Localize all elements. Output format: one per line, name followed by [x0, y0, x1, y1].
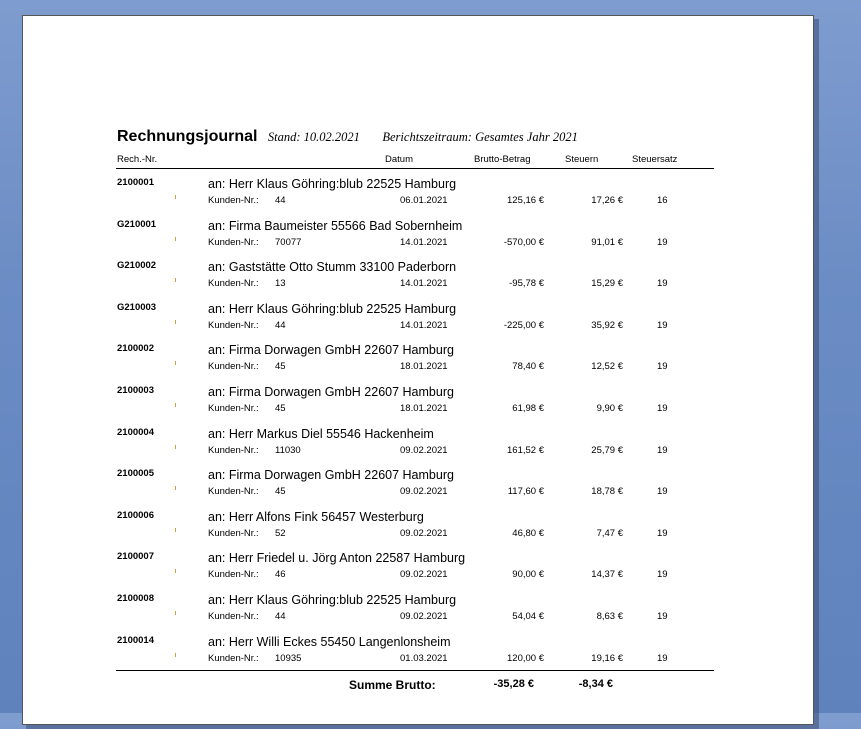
- column-header-tax: Steuern: [565, 154, 599, 165]
- invoice-number: 2100008: [117, 593, 154, 604]
- row-marker: [175, 611, 176, 615]
- customer-number: 10935: [275, 652, 302, 664]
- invoice-tax: 14,37 €: [591, 569, 623, 581]
- customer-number: 45: [275, 361, 286, 373]
- invoice-tax-rate: 19: [657, 236, 668, 248]
- invoice-brutto: 78,40 €: [512, 361, 544, 373]
- invoice-tax: 19,16 €: [591, 652, 623, 664]
- invoice-tax: 7,47 €: [596, 527, 623, 539]
- invoice-brutto: -570,00 €: [503, 236, 544, 248]
- invoice-tax: 17,26 €: [591, 195, 623, 206]
- header-divider: [116, 168, 714, 169]
- report-stand-date: Stand: 10.02.2021: [267, 130, 360, 144]
- invoice-tax: 25,79 €: [591, 444, 623, 456]
- customer-number-label: Kunden-Nr.:: [208, 652, 259, 664]
- invoice-brutto: 46,80 €: [512, 527, 544, 539]
- row-marker: [175, 361, 176, 365]
- invoice-number: 2100003: [117, 385, 154, 396]
- invoice-recipient: an: Firma Dorwagen GmbH 22607 Hamburg: [208, 468, 454, 483]
- report-period: Berichtszeitraum: Gesamtes Jahr 2021: [382, 130, 578, 144]
- invoice-tax: 91,01 €: [591, 236, 623, 248]
- invoice-tax: 9,90 €: [596, 403, 623, 414]
- row-marker: [175, 403, 176, 407]
- customer-number-label: Kunden-Nr.:: [208, 569, 259, 581]
- customer-number-label: Kunden-Nr.:: [208, 403, 259, 414]
- invoice-tax-rate: 19: [657, 527, 668, 539]
- report-header: [117, 128, 578, 146]
- invoice-date: 01.03.2021: [400, 652, 448, 664]
- invoice-date: 18.01.2021: [400, 361, 448, 373]
- invoice-date: 14.01.2021: [400, 319, 448, 331]
- invoice-date: 14.01.2021: [400, 278, 448, 290]
- invoice-number: G210001: [117, 218, 157, 230]
- invoice-tax-rate: 19: [657, 611, 668, 622]
- summary-tax: -8,34 €: [578, 678, 613, 690]
- invoice-recipient: an: Herr Willi Eckes 55450 Langenlonsheim: [208, 634, 451, 649]
- customer-number-label: Kunden-Nr.:: [208, 236, 259, 248]
- customer-number: 44: [275, 195, 286, 206]
- invoice-recipient: an: Firma Dorwagen GmbH 22607 Hamburg: [208, 385, 454, 399]
- report-page: [22, 15, 814, 725]
- invoice-number: G210002: [117, 260, 157, 272]
- invoice-row: [23, 425, 815, 467]
- summary-brutto: -35,28 €: [493, 678, 534, 690]
- summary-label: Summe Brutto:: [349, 678, 436, 692]
- invoice-brutto: 90,00 €: [512, 569, 544, 581]
- invoice-brutto: -95,78 €: [509, 278, 544, 290]
- row-marker: [175, 278, 176, 282]
- invoice-date: 09.02.2021: [400, 444, 448, 456]
- invoice-tax: 12,52 €: [591, 361, 623, 373]
- summary-divider: [116, 670, 714, 671]
- customer-number: 70077: [275, 236, 302, 248]
- invoice-row: [23, 549, 815, 591]
- customer-number: 44: [275, 319, 286, 331]
- customer-number: 13: [275, 278, 286, 290]
- invoice-brutto: 54,04 €: [512, 611, 544, 622]
- invoice-number: 2100001: [117, 177, 154, 188]
- invoice-tax-rate: 19: [657, 361, 668, 373]
- invoice-date: 09.02.2021: [400, 486, 448, 498]
- customer-number-label: Kunden-Nr.:: [208, 444, 259, 456]
- row-marker: [175, 486, 176, 490]
- invoice-row: [23, 383, 815, 425]
- invoice-row: [23, 258, 815, 300]
- invoice-date: 18.01.2021: [400, 403, 448, 414]
- customer-number: 45: [275, 486, 286, 498]
- invoice-recipient: an: Herr Klaus Göhring:blub 22525 Hamburg: [208, 301, 457, 316]
- invoice-row: [23, 175, 815, 217]
- invoice-recipient: an: Gaststätte Otto Stumm 33100 Paderborn: [208, 260, 457, 275]
- column-header-rate: Steuersatz: [632, 154, 678, 165]
- invoice-brutto: 117,60 €: [507, 486, 544, 498]
- invoice-tax-rate: 19: [657, 319, 668, 331]
- invoice-row: [23, 300, 815, 342]
- invoice-date: 14.01.2021: [400, 236, 448, 248]
- invoice-tax-rate: 19: [657, 278, 668, 290]
- invoice-brutto: 125,16 €: [507, 195, 544, 206]
- invoice-number: 2100014: [117, 634, 154, 646]
- invoice-recipient: an: Firma Dorwagen GmbH 22607 Hamburg: [208, 343, 454, 358]
- row-marker: [175, 237, 176, 241]
- invoice-brutto: -225,00 €: [503, 319, 544, 331]
- customer-number-label: Kunden-Nr.:: [208, 195, 259, 206]
- invoice-row: [23, 633, 815, 675]
- row-marker: [175, 320, 176, 324]
- invoice-brutto: 120,00 €: [507, 652, 544, 664]
- customer-number: 45: [275, 403, 286, 414]
- row-marker: [175, 569, 176, 573]
- invoice-tax-rate: 19: [657, 569, 668, 581]
- invoice-tax: 35,92 €: [591, 319, 623, 331]
- invoice-number: G210003: [117, 301, 157, 313]
- invoice-recipient: an: Herr Alfons Fink 56457 Westerburg: [208, 509, 424, 524]
- invoice-recipient: an: Herr Friedel u. Jörg Anton 22587 Hamburg: [208, 551, 466, 566]
- invoice-row: [23, 508, 815, 550]
- customer-number-label: Kunden-Nr.:: [208, 278, 259, 290]
- row-marker: [175, 653, 176, 657]
- invoice-number: 2100002: [117, 343, 154, 355]
- row-marker: [175, 195, 176, 199]
- column-header-date: Datum: [385, 154, 413, 165]
- row-marker: [175, 528, 176, 532]
- customer-number: 52: [275, 527, 286, 539]
- column-header-brutto: Brutto-Betrag: [474, 154, 531, 165]
- invoice-row: [23, 217, 815, 259]
- invoice-row: [23, 341, 815, 383]
- customer-number: 44: [275, 611, 286, 622]
- invoice-date: 09.02.2021: [400, 569, 448, 581]
- invoice-brutto: 161,52 €: [507, 444, 544, 456]
- invoice-number: 2100004: [117, 426, 154, 438]
- invoice-recipient: an: Herr Markus Diel 55546 Hackenheim: [208, 426, 434, 441]
- customer-number-label: Kunden-Nr.:: [208, 527, 259, 539]
- customer-number-label: Kunden-Nr.:: [208, 361, 259, 373]
- customer-number-label: Kunden-Nr.:: [208, 611, 259, 622]
- column-header-nr: Rech.-Nr.: [117, 154, 158, 165]
- report-title: Rechnungsjournal: [117, 128, 258, 145]
- invoice-tax: 15,29 €: [591, 278, 623, 290]
- invoice-recipient: an: Firma Baumeister 55566 Bad Sobernheim: [208, 218, 463, 233]
- customer-number-label: Kunden-Nr.:: [208, 319, 259, 331]
- customer-number: 11030: [275, 444, 301, 456]
- invoice-brutto: 61,98 €: [512, 403, 544, 414]
- invoice-number: 2100005: [117, 468, 154, 480]
- invoice-row: [23, 466, 815, 508]
- invoice-recipient: an: Herr Klaus Göhring:blub 22525 Hamburg: [208, 593, 457, 607]
- customer-number: 46: [275, 569, 286, 581]
- invoice-tax-rate: 19: [657, 403, 668, 414]
- invoice-number: 2100007: [117, 551, 154, 563]
- invoice-tax-rate: 19: [657, 444, 668, 456]
- invoice-date: 09.02.2021: [400, 527, 448, 539]
- invoice-tax: 18,78 €: [591, 486, 623, 498]
- customer-number-label: Kunden-Nr.:: [208, 486, 259, 498]
- invoice-date: 09.02.2021: [400, 611, 448, 622]
- invoice-tax-rate: 19: [657, 486, 668, 498]
- invoice-tax: 8,63 €: [596, 611, 623, 622]
- invoice-number: 2100006: [117, 509, 154, 521]
- invoice-tax-rate: 16: [657, 195, 668, 206]
- row-marker: [175, 445, 176, 449]
- invoice-tax-rate: 19: [657, 652, 668, 664]
- invoice-recipient: an: Herr Klaus Göhring:blub 22525 Hamburg: [208, 177, 457, 191]
- invoice-date: 06.01.2021: [400, 195, 448, 206]
- invoice-row: [23, 591, 815, 633]
